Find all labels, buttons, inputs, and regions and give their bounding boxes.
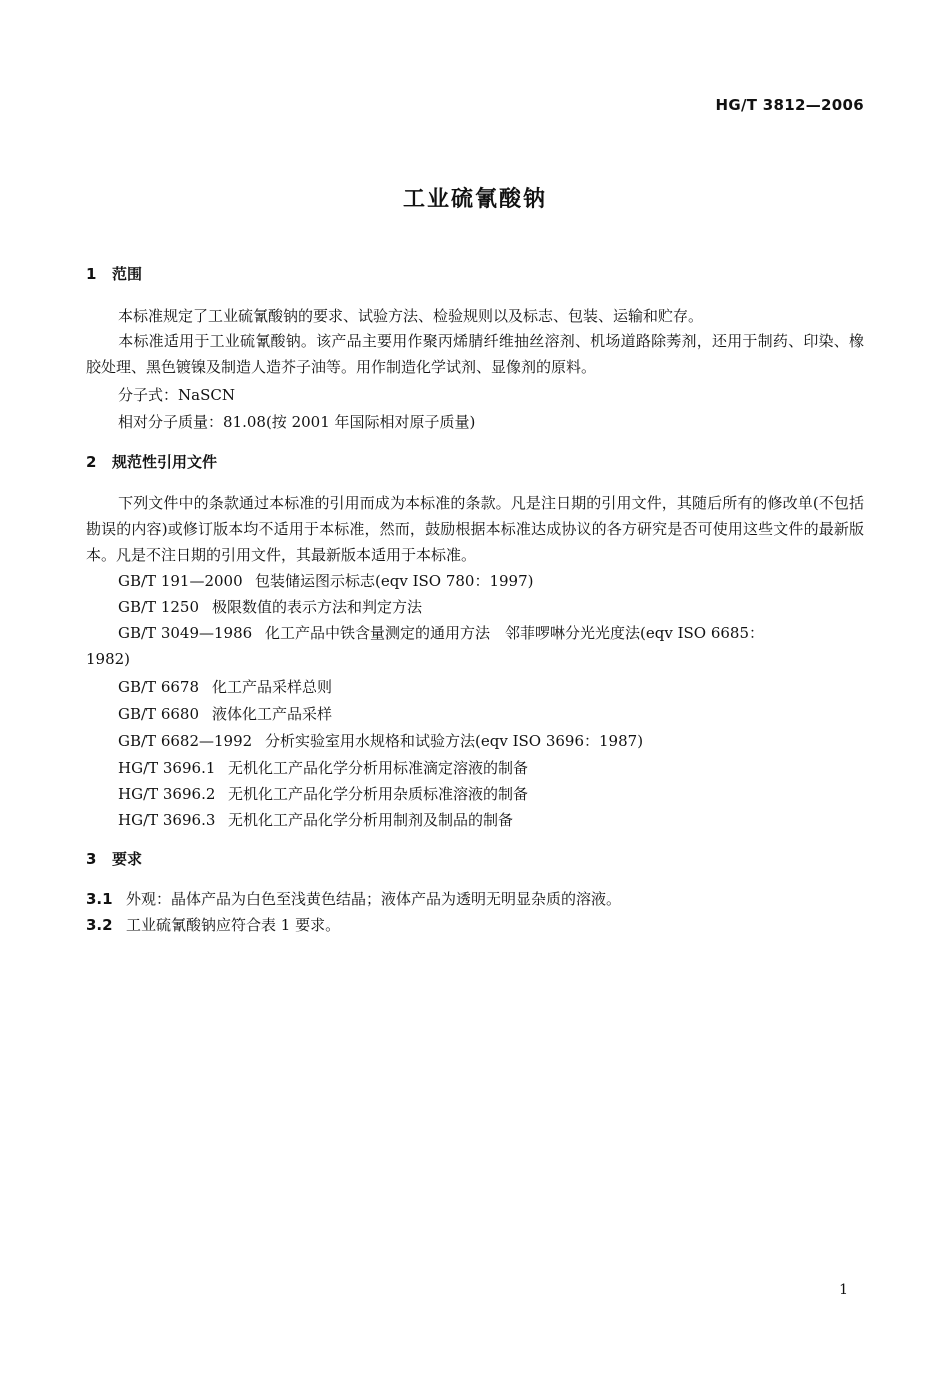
reference-code: GB/T 191—2000 xyxy=(118,572,243,590)
relative-molecular-mass: 相对分子质量：81.08(按 2001 年国际相对原子质量) xyxy=(118,413,476,431)
reference-title: 化工产品中铁含量测定的通用方法 邻菲啰啉分光光度法(eqv ISO 6685： xyxy=(265,624,765,642)
reference-code: GB/T 1250 xyxy=(118,598,200,616)
reference-code: GB/T 6680 xyxy=(118,705,200,723)
clause-3-1 xyxy=(86,888,621,910)
document-title: 工业硫氰酸钠 xyxy=(402,187,547,212)
reference-item xyxy=(118,622,764,644)
clause-number: 3.1 xyxy=(86,890,113,908)
section-heading-references xyxy=(86,451,217,472)
reference-item-continuation: 1982) xyxy=(86,650,131,668)
reference-title: 液体化工产品采样 xyxy=(212,705,333,723)
reference-code: GB/T 6682—1992 xyxy=(118,732,253,750)
section-title: 要求 xyxy=(112,850,143,868)
scope-paragraph-2 xyxy=(86,328,864,380)
reference-code: HG/T 3696.3 xyxy=(118,811,216,829)
section-number: 2 xyxy=(86,453,97,471)
clause-3-2 xyxy=(86,914,340,936)
reference-code: GB/T 6678 xyxy=(118,678,200,696)
references-intro-text: 下列文件中的条款通过本标准的引用而成为本标准的条款。凡是注日期的引用文件，其随后所有的修改单(不包括勘误的内容)或修订版本均不适用于本标准，然而，鼓励根据本标准达成协议的各方研究是否可使用这些文件的最新版本。凡是不注日期的引用文件，其最新版本适用于本标准。 xyxy=(86,494,864,564)
section-title: 规范性引用文件 xyxy=(112,453,218,471)
section-number: 3 xyxy=(86,850,97,868)
reference-item xyxy=(118,570,534,592)
clause-text: 工业硫氰酸钠应符合表 1 要求。 xyxy=(126,916,341,934)
reference-item xyxy=(118,783,528,805)
scope-paragraph-1: 本标准规定了工业硫氰酸钠的要求、试验方法、检验规则以及标志、包装、运输和贮存。 xyxy=(118,307,704,325)
reference-code: HG/T 3696.2 xyxy=(118,785,216,803)
section-number: 1 xyxy=(86,265,97,283)
reference-item xyxy=(118,730,643,752)
section-heading-requirements xyxy=(86,848,142,869)
scope-paragraph-2-text: 本标准适用于工业硫氰酸钠。该产品主要用作聚丙烯腈纤维抽丝溶剂、机场道路除莠剂，还用于制药、印染、橡胶处理、黑色镀镍及制造人造芥子油等。用作制造化学试剂、显像剂的原料。 xyxy=(86,332,864,376)
reference-title: 极限数值的表示方法和判定方法 xyxy=(212,598,423,616)
reference-item xyxy=(118,596,422,618)
section-title: 范围 xyxy=(112,265,143,283)
reference-item xyxy=(118,757,528,779)
page-number: 1 xyxy=(839,1282,848,1298)
reference-item xyxy=(118,703,332,725)
reference-title: 化工产品采样总则 xyxy=(212,678,333,696)
references-intro xyxy=(86,490,864,568)
reference-item xyxy=(118,676,332,698)
reference-title: 分析实验室用水规格和试验方法(eqv ISO 3696：1987) xyxy=(265,732,644,750)
standard-code: HG/T 3812—2006 xyxy=(715,96,864,114)
reference-title: 包装储运图示标志(eqv ISO 780：1997) xyxy=(255,572,534,590)
reference-title: 无机化工产品化学分析用标准滴定溶液的制备 xyxy=(228,759,529,777)
reference-code: HG/T 3696.1 xyxy=(118,759,216,777)
molecular-formula: 分子式：NaSCN xyxy=(118,386,235,404)
clause-number: 3.2 xyxy=(86,916,113,934)
reference-code: GB/T 3049—1986 xyxy=(118,624,253,642)
section-heading-scope xyxy=(86,263,142,284)
reference-title: 无机化工产品化学分析用杂质标准溶液的制备 xyxy=(228,785,529,803)
reference-title: 无机化工产品化学分析用制剂及制品的制备 xyxy=(228,811,514,829)
reference-item xyxy=(118,809,513,831)
clause-text: 外观：晶体产品为白色至浅黄色结晶；液体产品为透明无明显杂质的溶液。 xyxy=(126,890,622,908)
